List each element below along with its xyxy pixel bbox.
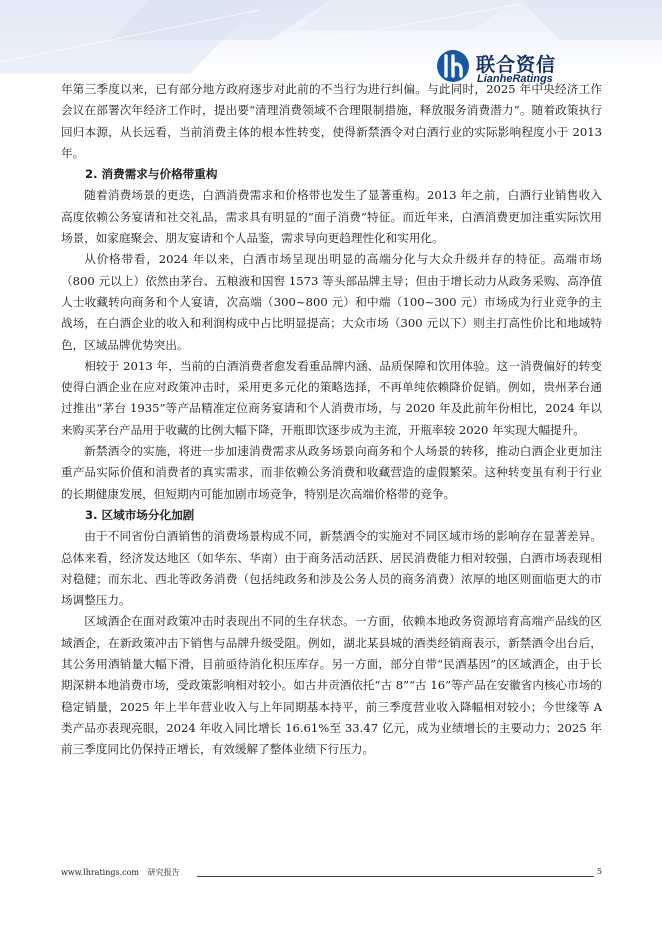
report-body [61,79,602,761]
section-heading-regional: 3. 区域市场分化加剧 [85,507,195,522]
paragraph-policy-impact: 新禁酒令的实施，将进一步加速消费需求从政务场景向商务和个人场景的转移，推动白酒企业更加注重产品实际价值和消费者的真实需求，而非依赖公务消费和收藏营造的虚假繁荣。这种转变虽有利于行业的长期健康发展，但短期内可能加剧市场竞争，特别是次高端价格带的竞争。 [61,444,602,501]
lianhe-logo-icon [436,49,470,83]
page-number: 5 [596,867,602,876]
paragraph-demand-shift: 随着消费场景的更迭，白酒消费需求和价格带也发生了显著重构。2013 年之前，白酒行业销售收入高度依赖公务宴请和社交礼品，需求具有明显的“面子消费”特征。而近年来，白酒消费更加注重实际饮用场景，如家庭聚会、朋友宴请和个人品鉴，需求导向更趋理性化和实用化。 [61,188,602,246]
footer-divider [197,876,594,877]
paragraph-regional-firms: 区域酒企在面对政策冲击时表现出不同的生存状态。一方面，依赖本地政务资源培育高端产品线的区域酒企，在新政策冲击下销售与品牌升级受阻。例如，湖北某县城的酒类经销商表示，新禁酒令出台后，其公务用酒销量大幅下滑，目前亟待消化积压库存。另一方面，部分自带“民酒基因”的区域酒企，由于长期深耕本地消费市场，受政策影响相对较小。如古井贡酒依托“古 8”“古 16”等产品在安徽省内核心市场的稳定销量，2025 年上半年营业收入与上年同期基本持平，前三季度营业收入降幅相对较小；今世缘等 A 类产品亦表现亮眼，2024 年收入同比增长 16.61%至 33.47 亿元，成为业绩增长的主要动力；2025 年前三季度同比仍保持正增长，有效缓解了整体业绩下行压力。 [61,614,602,757]
page-footer [61,867,602,879]
paragraph-consumer-preference: 相较于 2013 年，当前的白酒消费者愈发看重品牌内涵、品质保障和饮用体验。这一消费偏好的转变使得白酒企业在应对政策冲击时，采用更多元化的策略选择，不再单纯依赖降价促销。例如，贵州茅台通过推出“茅台 1935”等产品精准定位商务宴请和个人消费市场，与 2020 年及此前年份相比，2024 年以来购买茅台产品用于收藏的比例大幅下降，开瓶即饮逐步成为主流，开瓶率较 2020 年实现大幅提升。 [61,358,602,437]
paragraph-continued: 年第三季度以来，已有部分地方政府逐步对此前的不当行为进行纠偏。与此同时，2025 年中央经济工作会议在部署次年经济工作时，提出要“清理消费领域不合理限制措施，释放服务消费潜力”。随着政策执行回归本源，从长远看，当前消费主体的根本性转变，使得新禁酒令对白酒行业的实际影响程度小于 2013 年。 [61,82,602,160]
logo-english-name: LianheRatings [477,73,553,85]
paragraph-price-band: 从价格带看，2024 年以来，白酒市场呈现出明显的高端分化与大众升级并存的特征。高端市场（800 元以上）依然由茅台、五粮液和国窖 1573 等头部品牌主导；但由于增长动力从政务采购、高净值人士收藏转向商务和个人宴请，次高端（300~800 元）和中端（100~300 元）市场成为行业竞争的主战场，在白酒企业的收入和利润构成中占比明显提高；大众市场（300 元以下）则主打高性价比和地域特色，区域品牌优势突出。 [61,252,602,352]
section-heading-demand: 2. 消费需求与价格带重构 [85,167,218,182]
paragraph-regional-diff: 由于不同省份白酒销售的消费场景构成不同，新禁酒令的实施对不同区域市场的影响存在显著差异。总体来看，经济发达地区（如华东、华南）由于商务活动活跃、居民消费能力相对较强，白酒市场表现相对稳健；而东北、西北等政务消费（包括纯政务和涉及公务人员的商务消费）浓厚的地区则面临更大的市场调整压力。 [61,529,602,608]
logo-chinese-name: 联合资信 [476,54,557,76]
footer-website-link[interactable]: www.lhratings.com [61,868,140,877]
footer-doc-type: 研究报告 [147,868,180,877]
